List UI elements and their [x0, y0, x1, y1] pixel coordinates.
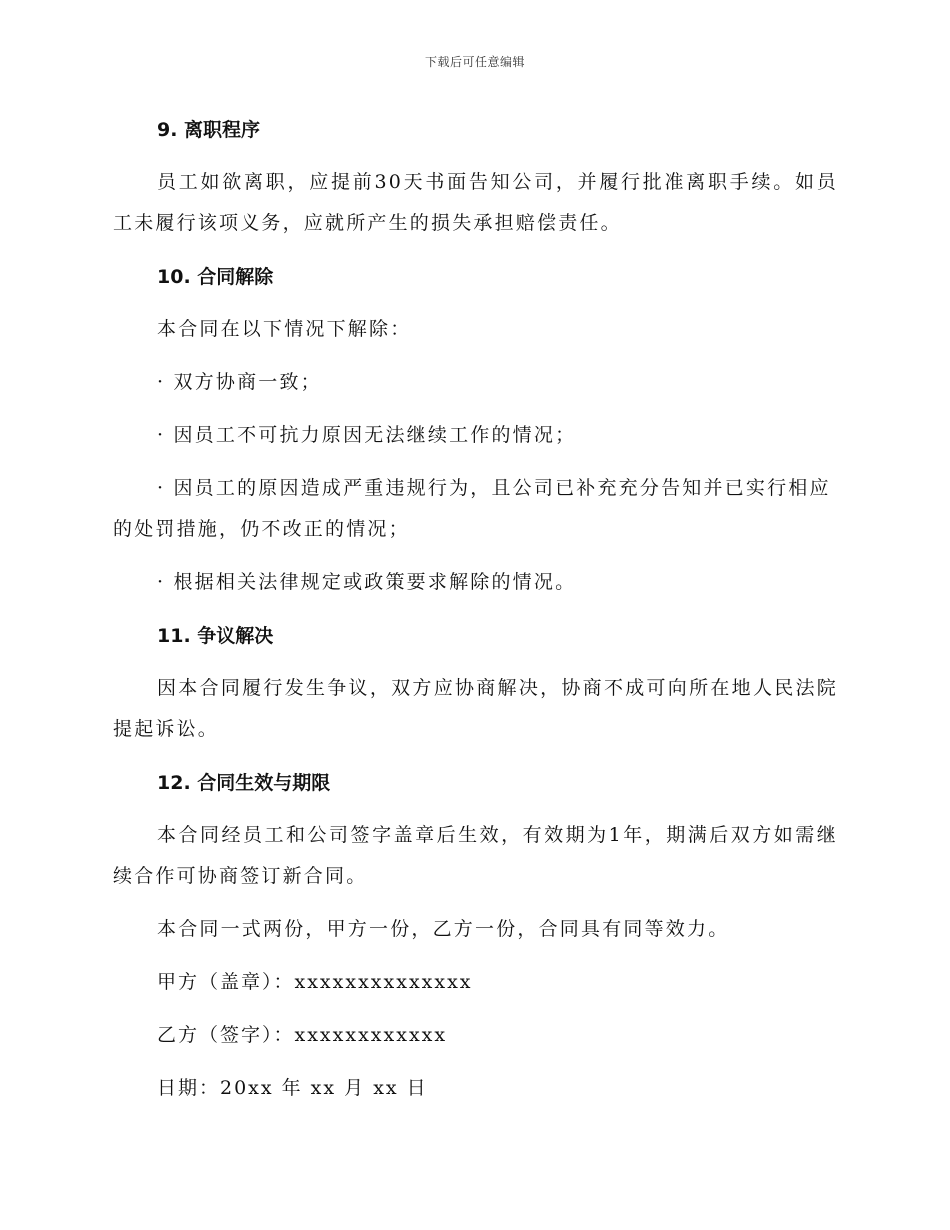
section-heading-10: 10. 合同解除: [157, 266, 274, 288]
signature-date: 日期：20xx 年 xx 月 xx 日: [157, 1077, 428, 1099]
section-11-paragraph: 因本合同履行发生争议，双方应协商解决，协商不成可向所在地人民法院提起诉讼。: [113, 677, 838, 740]
section-heading-9: 9. 离职程序: [157, 119, 261, 141]
section-9-paragraph: 员工如欲离职，应提前30天书面告知公司，并履行批准离职手续。如员工未履行该项义务，应就所产生的损失承担赔偿责任。: [113, 171, 838, 234]
section-12-paragraph-1: 本合同经员工和公司签字盖章后生效，有效期为1年，期满后双方如需继续合作可协商签订新合同。: [113, 824, 838, 887]
document-body: [113, 110, 838, 1109]
section-12-paragraph-2: 本合同一式两份，甲方一份，乙方一份，合同具有同等效力。: [157, 918, 730, 940]
party-a-signature: 甲方（盖章）：xxxxxxxxxxxxxx: [157, 971, 473, 993]
list-item: · 因员工不可抗力原因无法继续工作的情况；: [157, 424, 577, 446]
list-item: · 双方协商一致；: [157, 371, 322, 393]
list-item: · 因员工的原因造成严重违规行为，且公司已补充充分告知并已实行相应的处罚措施，仍不改正的情况；: [113, 477, 831, 540]
list-item: · 根据相关法律规定或政策要求解除的情况。: [157, 571, 577, 593]
section-10-intro: 本合同在以下情况下解除：: [157, 318, 412, 340]
section-heading-11: 11. 争议解决: [157, 625, 274, 647]
page-header: 下载后可任意编辑: [424, 55, 525, 69]
party-b-signature: 乙方（签字）：xxxxxxxxxxxx: [157, 1024, 448, 1046]
section-heading-12: 12. 合同生效与期限: [157, 772, 331, 794]
